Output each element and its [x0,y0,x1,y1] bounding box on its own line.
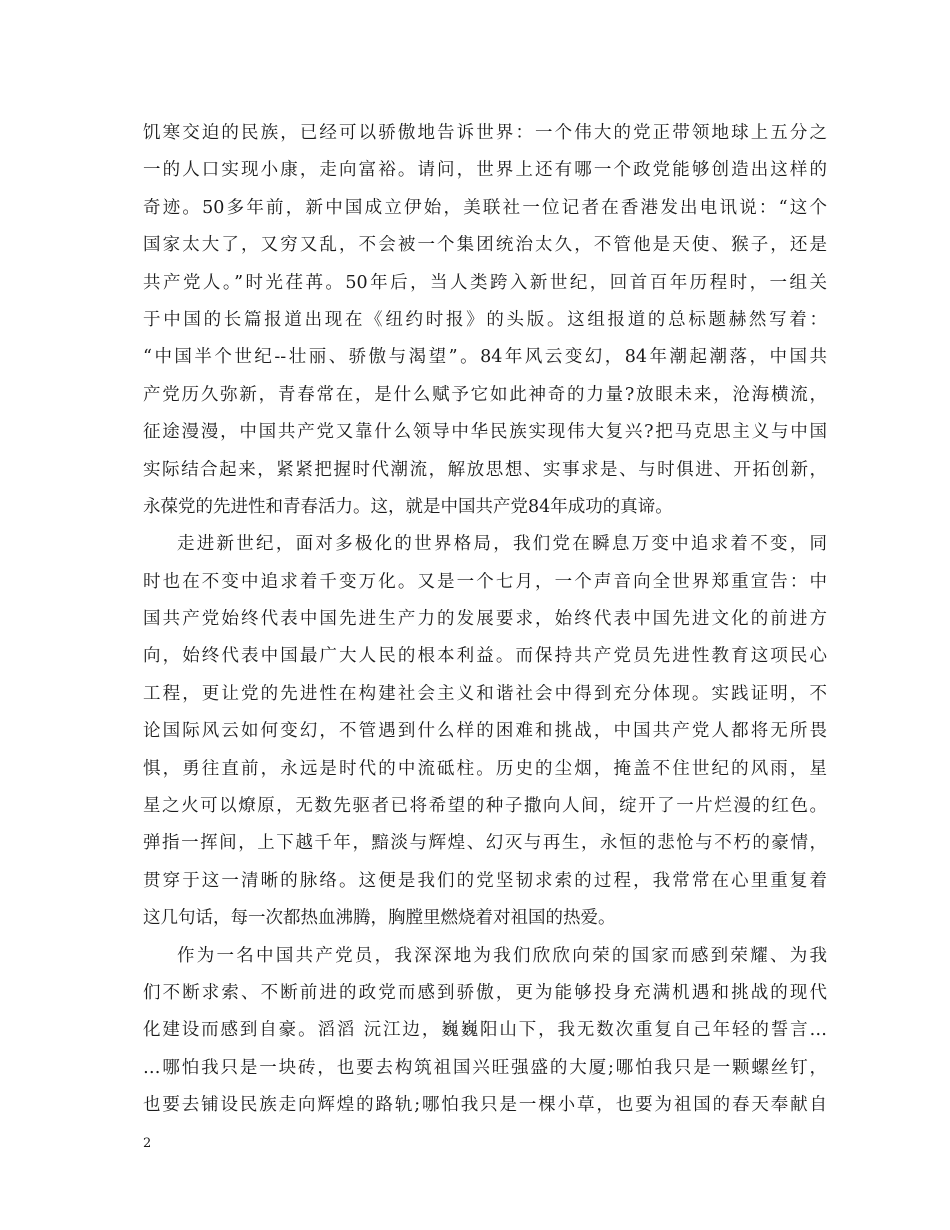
text-line: 贯穿于这一清晰的脉络。这便是我们的党坚韧求索的过程，我常常在心里重复着 [143,870,827,891]
text-line: 向，始终代表中国最广大人民的根本利益。而保持共产党员先进性教育这项民心 [143,646,827,667]
text-line: “中国半个世纪--壮丽、骄傲与渴望”。84年风云变幻，84年潮起潮落，中国共 [143,347,827,368]
text-line: 论国际风云如何变幻，不管遇到什么样的困难和挑战，中国共产党人都将无所畏 [143,721,827,742]
text-line: 时也在不变中追求着千变万化。又是一个七月，一个声音向全世界郑重宣告：中 [143,571,827,592]
text-line: 征途漫漫，中国共产党又靠什么领导中华民族实现伟大复兴?把马克思主义与中国 [143,422,827,443]
text-line: 惧，勇往直前，永远是时代的中流砥柱。历史的尘烟，掩盖不住世纪的风雨，星 [143,758,827,779]
text-line: 实际结合起来，紧紧把握时代潮流，解放思想、实事求是、与时俱进、开拓创新， [143,459,827,480]
text-line: 工程，更让党的先进性在构建社会主义和谐社会中得到充分体现。实践证明，不 [143,683,827,704]
text-line: 产党历久弥新，青春常在，是什么赋予它如此神奇的力量?放眼未来，沧海横流， [143,384,827,405]
text-line: 永葆党的先进性和青春活力。这，就是中国共产党84年成功的真谛。 [143,496,673,517]
text-line: 化建设而感到自豪。滔滔 沅江边，巍巍阳山下，我无数次重复自己年轻的誓言… [143,1020,827,1041]
text-line: …哪怕我只是一块砖，也要去构筑祖国兴旺强盛的大厦;哪怕我只是一颗螺丝钉， [143,1057,827,1078]
text-line: 也要去铺设民族走向辉煌的路轨;哪怕我只是一棵小草，也要为祖国的春天奉献自 [143,1095,827,1116]
text-line: 弹指一挥间，上下越千年，黯淡与辉煌、幻灭与再生，永恒的悲怆与不朽的豪情， [143,833,827,854]
text-line: 们不断求索、不断前进的政党而感到骄傲，更为能够投身充满机遇和挑战的现代 [143,982,827,1003]
text-line: 这几句话，每一次都热血沸腾，胸膛里燃烧着对祖国的热爱。 [143,908,616,929]
text-line: 国家太大了，又穷又乱，不会被一个集团统治太久，不管他是天使、猴子，还是 [143,235,827,256]
text-line: 奇迹。50多年前，新中国成立伊始，美联社一位记者在香港发出电讯说：“这个 [143,197,827,218]
body-text [143,115,827,1125]
text-line: 于中国的长篇报道出现在《纽约时报》的头版。这组报道的总标题赫然写着： [143,309,827,330]
page-number: 2 [143,1136,152,1151]
text-line: 星之火可以燎原，无数先驱者已将希望的种子撒向人间，绽开了一片烂漫的红色。 [143,796,827,817]
text-line: 饥寒交迫的民族，已经可以骄傲地告诉世界：一个伟大的党正带领地球上五分之 [143,123,827,143]
paragraph-first-line: 作为一名中国共产党员，我深深地为我们欣欣向荣的国家而感到荣耀、为我 [177,945,827,966]
text-line: 一的人口实现小康，走向富裕。请问，世界上还有哪一个政党能够创造出这样的 [143,160,827,181]
text-line: 共产党人。”时光荏苒。50年后，当人类跨入新世纪，回首百年历程时，一组关 [143,272,827,293]
text-line: 国共产党始终代表中国先进生产力的发展要求，始终代表中国先进文化的前进方 [143,609,827,630]
paragraph-first-line: 走进新世纪，面对多极化的世界格局，我们党在瞬息万变中追求着不变，同 [177,534,827,555]
